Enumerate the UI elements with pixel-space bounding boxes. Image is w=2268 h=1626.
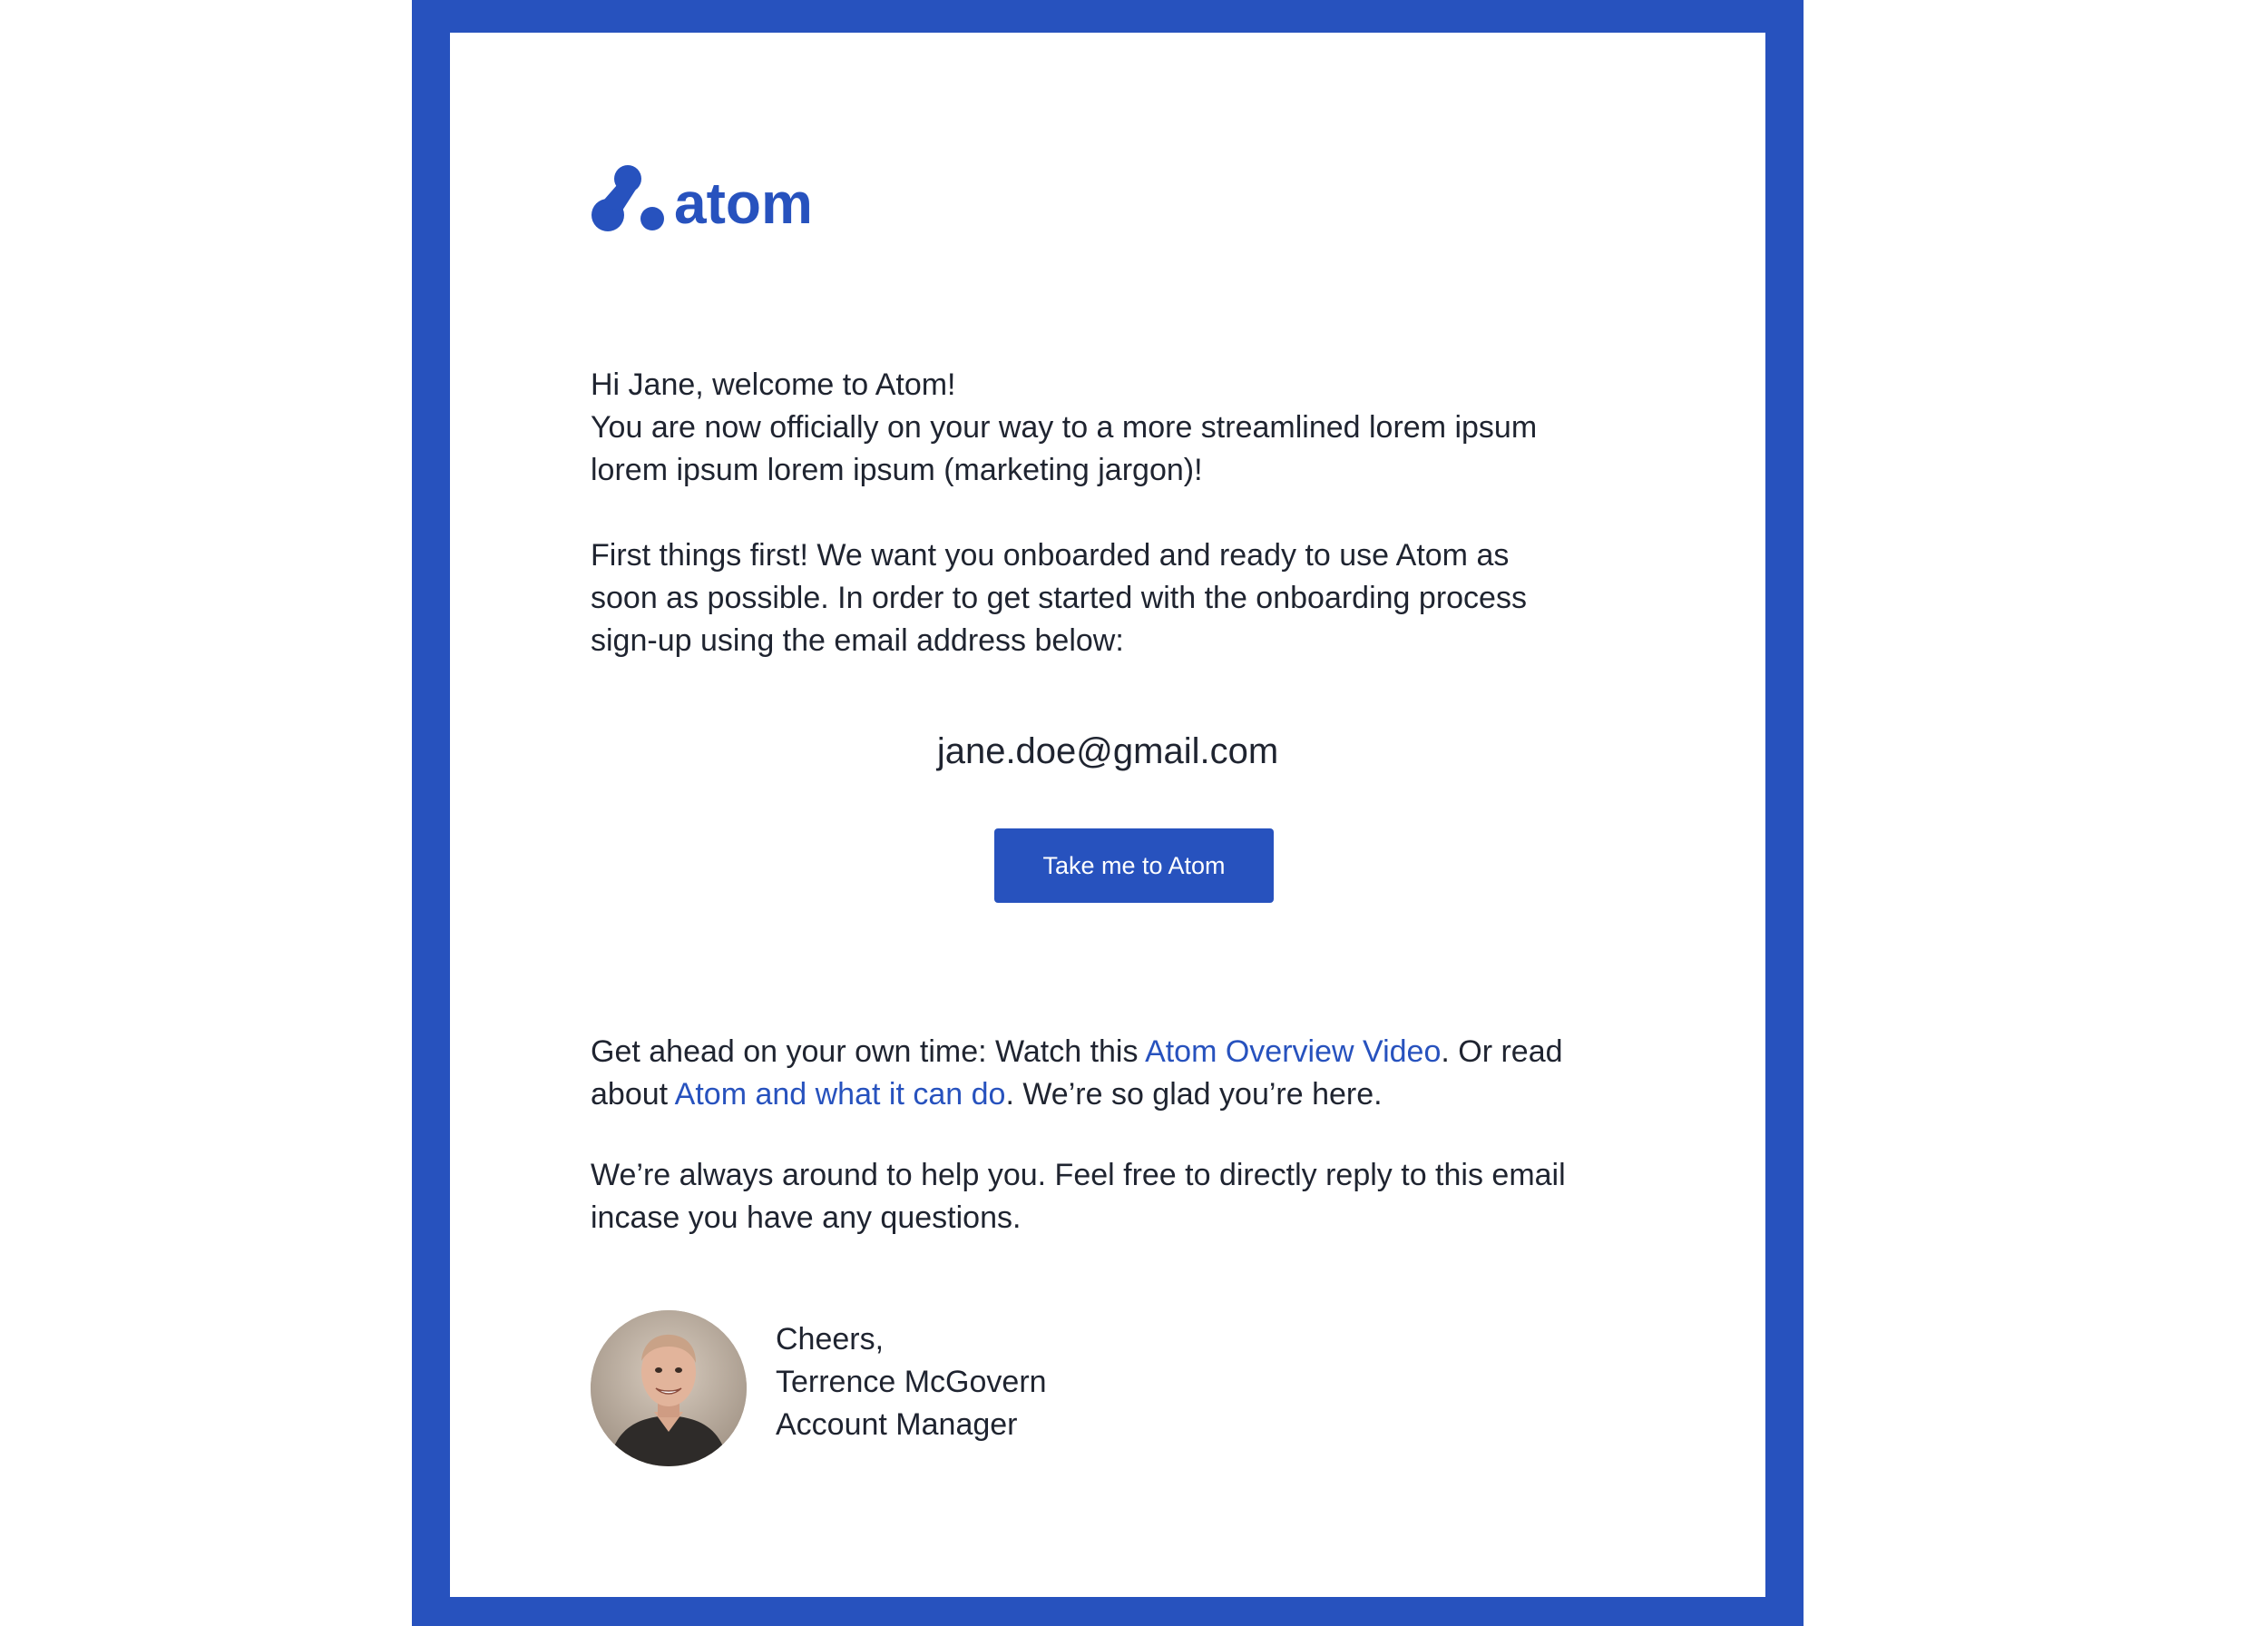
signature-name: Terrence McGovern [776,1365,1047,1399]
atom-wordmark: atom [674,171,813,236]
take-me-to-atom-button[interactable]: Take me to Atom [994,828,1274,903]
resources-text-3: about [591,1077,675,1112]
atom-overview-video-link[interactable]: Atom Overview Video [1145,1034,1442,1069]
email-card [450,33,1765,1597]
atom-logo [591,163,813,236]
signature-closing: Cheers, [776,1322,885,1357]
help-line-1: We’re always around to help you. Feel free to directly reply to this email [591,1158,1566,1192]
atom-features-link[interactable]: Atom and what it can do [674,1077,1006,1112]
resources-text-2: . Or read [1441,1034,1563,1069]
help-paragraph [591,1154,1625,1239]
email-frame [412,0,1804,1626]
intro-paragraph [591,364,1625,492]
signup-email-address: jane.doe@gmail.com [936,731,1279,771]
signature-title: Account Manager [776,1407,1018,1442]
account-manager-avatar [591,1310,747,1466]
resources-line-1 [591,1031,1625,1073]
help-line-2: incase you have any questions. [591,1200,1022,1235]
resources-text-4: . We’re so glad you’re here. [1005,1077,1383,1112]
intro-line-1: You are now officially on your way to a more streamlined lorem ipsum [591,410,1538,445]
atom-logo-icon [591,163,665,232]
greeting-text: Hi Jane, welcome to Atom! [591,367,956,402]
instructions-line-3: sign-up using the email address below: [591,623,1124,658]
instructions-line-1: First things first! We want you onboarded and ready to use Atom as [591,538,1510,573]
resources-line-2 [591,1073,1625,1116]
instructions-line-2: soon as possible. In order to get started with the onboarding process [591,581,1527,615]
instructions-paragraph [591,534,1625,662]
intro-line-2: lorem ipsum lorem ipsum (marketing jargon)! [591,453,1203,487]
avatar-portrait [591,1310,747,1466]
signature-block [776,1318,1047,1446]
resources-text-1: Get ahead on your own time: Watch this [591,1034,1146,1069]
resources-paragraph [591,1031,1625,1116]
